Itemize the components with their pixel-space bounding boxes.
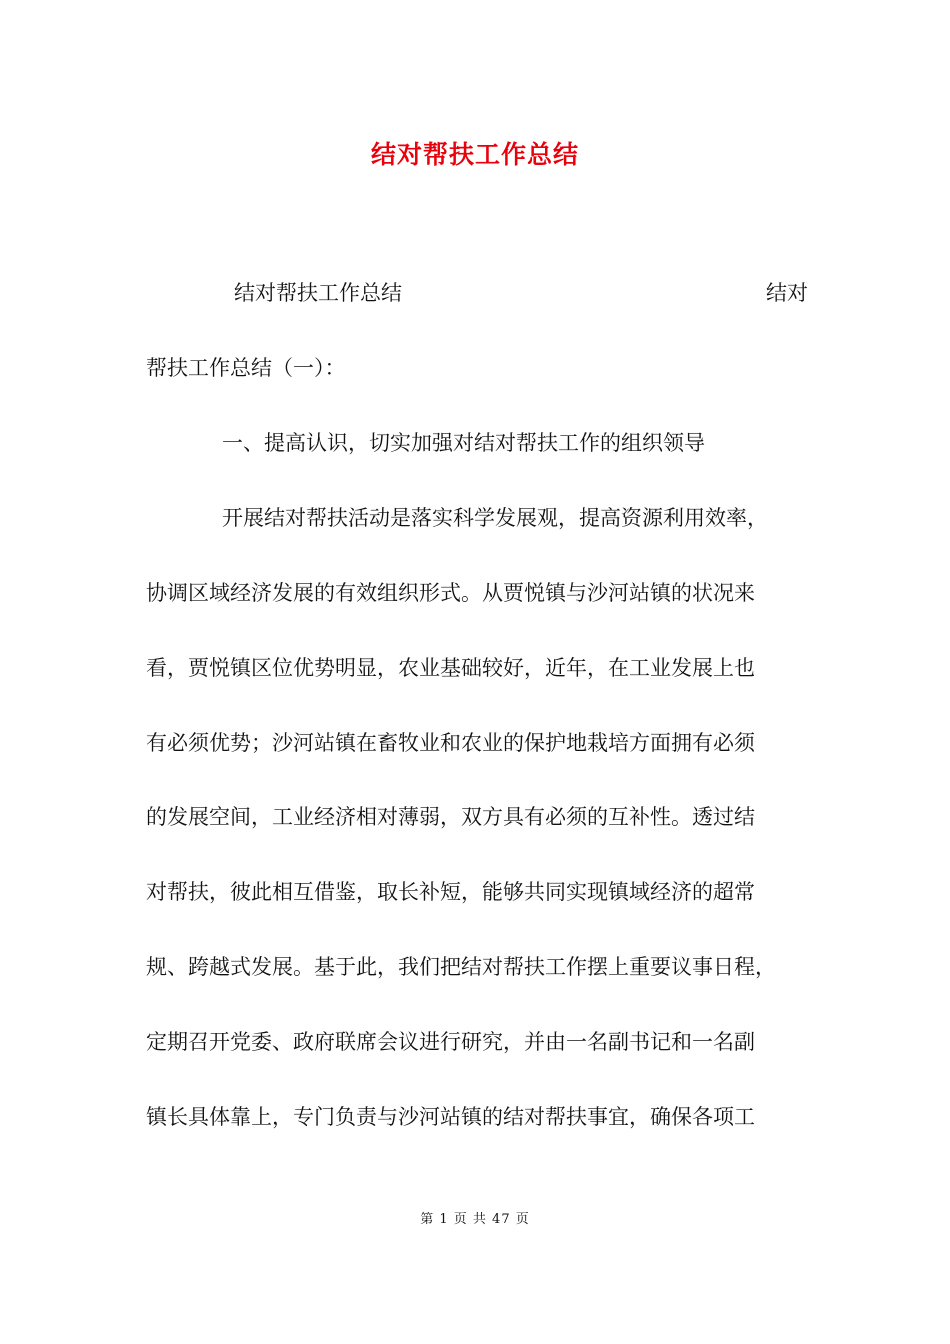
header-left-text: 结对帮扶工作总结 (234, 281, 402, 305)
text-line: 对帮扶，彼此相互借鉴，取长补短，能够共同实现镇域经济的超常 (146, 880, 755, 904)
header-right-text: 结对 (766, 281, 808, 305)
document-title: 结对帮扶工作总结 (370, 140, 579, 169)
text-line: 规、跨越式发展。基于此，我们把结对帮扶工作摆上重要议事日程， (146, 955, 776, 979)
page-number-footer: 第 1 页 共 47 页 (420, 1212, 530, 1227)
text-line: 的发展空间，工业经济相对薄弱，双方具有必须的互补性。透过结 (146, 805, 755, 829)
section-heading: 一、提高认识，切实加强对结对帮扶工作的组织领导 (222, 431, 705, 455)
text-line: 开展结对帮扶活动是落实科学发展观，提高资源利用效率， (222, 506, 768, 530)
text-line: 帮扶工作总结（一）： (146, 356, 346, 380)
paragraph-header-line (234, 278, 808, 308)
text-line: 看，贾悦镇区位优势明显，农业基础较好，近年，在工业发展上也 (146, 656, 755, 680)
text-line: 镇长具体靠上，专门负责与沙河站镇的结对帮扶事宜，确保各项工 (146, 1105, 755, 1129)
text-line: 协调区域经济发展的有效组织形式。从贾悦镇与沙河站镇的状况来 (146, 581, 755, 605)
text-line: 有必须优势；沙河站镇在畜牧业和农业的保护地栽培方面拥有必须 (146, 731, 755, 755)
text-line: 定期召开党委、政府联席会议进行研究，并由一名副书记和一名副 (146, 1030, 755, 1054)
